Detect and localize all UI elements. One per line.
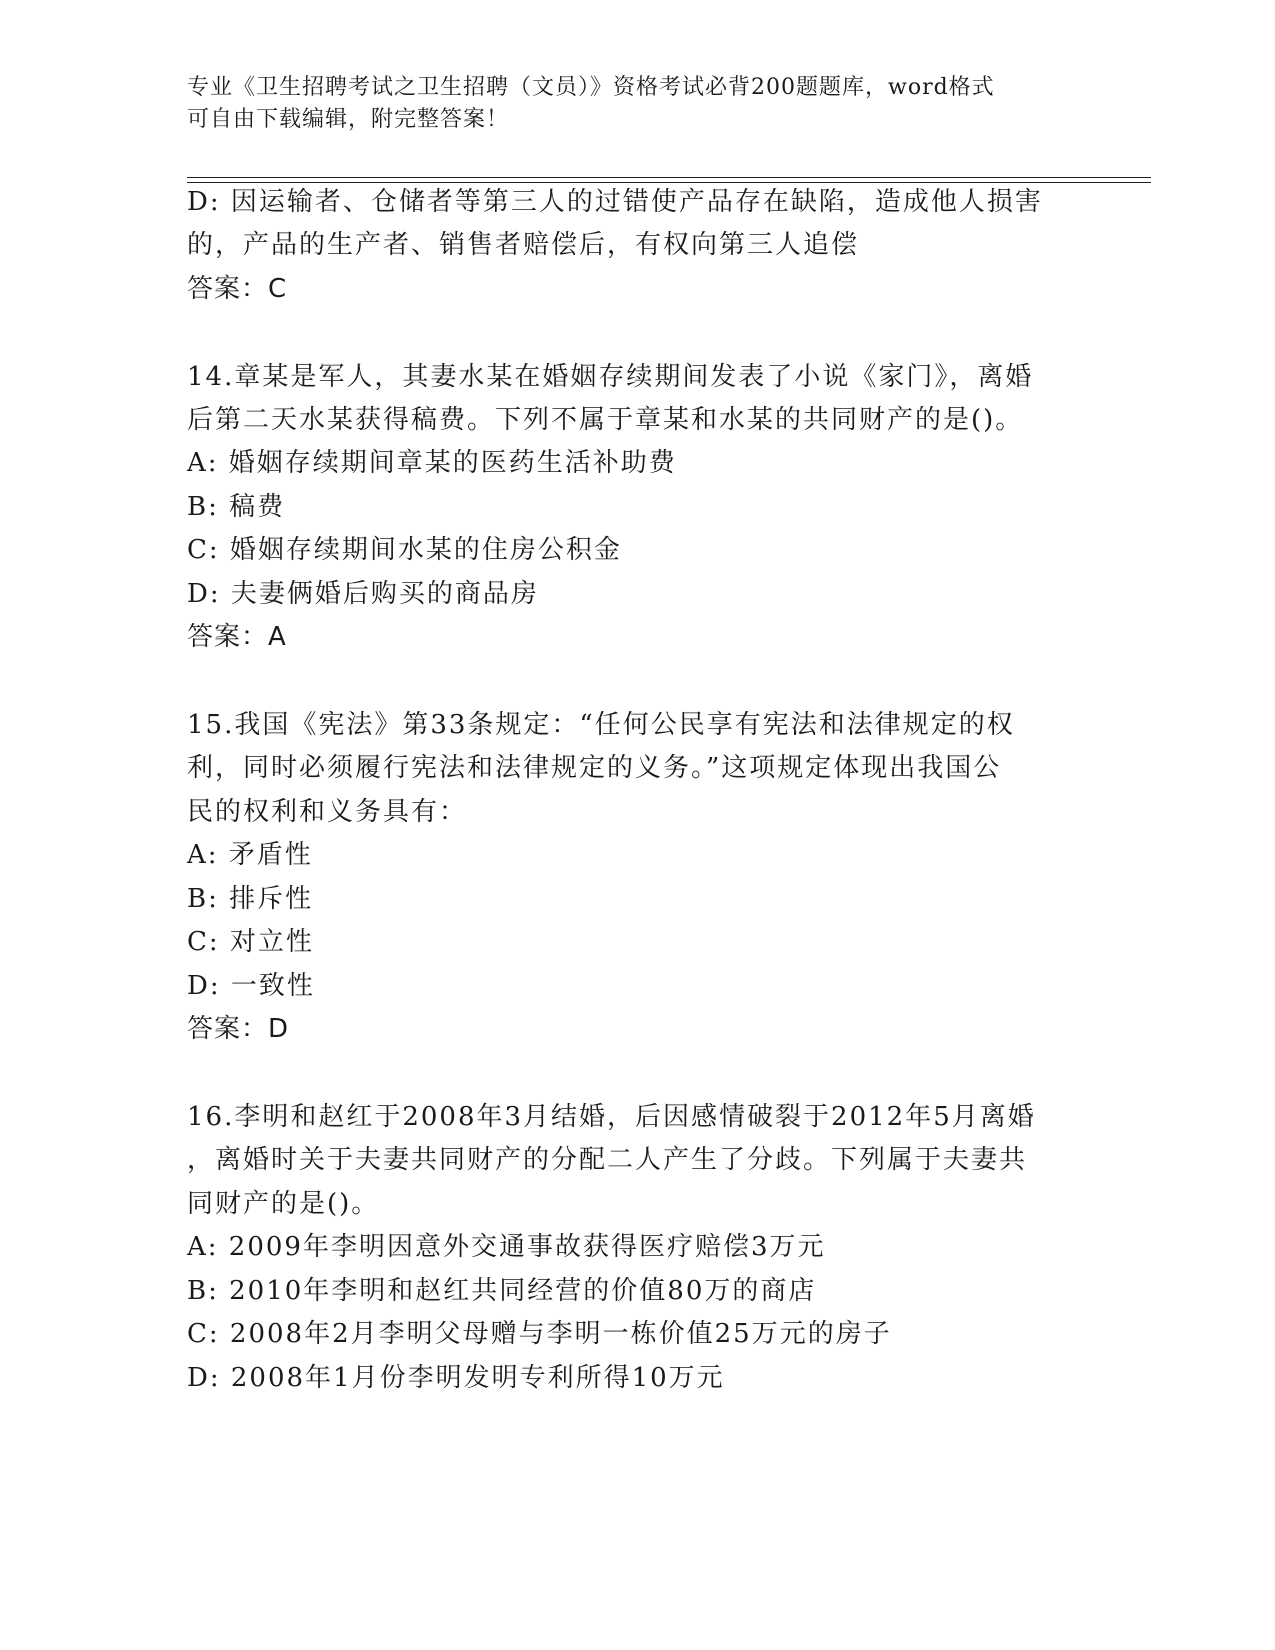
q13-answer: 答案：C [187,274,288,304]
q16-option-a: A: 2009年李明因意外交通事故获得医疗赔偿3万元 [187,1232,826,1262]
q14-option-c: C: 婚姻存续期间水某的住房公积金 [187,535,622,565]
header-divider-top [187,177,1151,178]
q14-option-a: A: 婚姻存续期间章某的医药生活补助费 [187,448,677,478]
q15-option-b: B: 排斥性 [187,884,314,914]
q16-stem-line-2: ，离婚时关于夫妻共同财产的分配二人产生了分歧。下列属于夫妻共 [187,1145,1028,1175]
q13-option-d-line-1: D: 因运输者、仓储者等第三人的过错使产品存在缺陷，造成他人损害 [187,187,1043,217]
q16-stem-line-3: 同财产的是()。 [187,1189,380,1219]
q15-option-c: C: 对立性 [187,927,314,957]
q16-option-c: C: 2008年2月李明父母赠与李明一栋价值25万元的房子 [187,1319,892,1349]
q15-stem-line-1: 15.我国《宪法》第33条规定：“任何公民享有宪法和法律规定的权 [187,710,1015,740]
q14-option-b: B: 稿费 [187,492,286,522]
q16-option-b: B: 2010年李明和赵红共同经营的价值80万的商店 [187,1276,817,1306]
q14-stem-line-2: 后第二天水某获得稿费。下列不属于章某和水某的共同财产的是()。 [187,405,1024,435]
q16-option-d: D: 2008年1月份李明发明专利所得10万元 [187,1363,725,1393]
q14-answer: 答案：A [187,622,287,652]
q13-option-d-line-2: 的，产品的生产者、销售者赔偿后，有权向第三人追偿 [187,230,860,260]
q15-answer: 答案：D [187,1014,290,1044]
q14-option-d: D: 夫妻俩婚后购买的商品房 [187,579,539,609]
q15-stem-line-2: 利，同时必须履行宪法和法律规定的义务。”这项规定体现出我国公 [187,753,1002,783]
q14-stem-line-1: 14.章某是军人，其妻水某在婚姻存续期间发表了小说《家门》，离婚 [187,362,1034,392]
q15-option-a: A: 矛盾性 [187,840,313,870]
header-line-2: 可自由下载编辑，附完整答案！ [187,107,510,132]
header-line-1: 专业《卫生招聘考试之卫生招聘（文员）》资格考试必背200题题库，word格式 [187,75,995,100]
q15-stem-line-3: 民的权利和义务具有： [187,797,468,827]
document-header [187,72,1087,136]
q15-option-d: D: 一致性 [187,971,315,1001]
header-divider-bottom [187,182,1151,183]
q16-stem-line-1: 16.李明和赵红于2008年3月结婚，后因感情破裂于2012年5月离婚 [187,1102,1036,1132]
